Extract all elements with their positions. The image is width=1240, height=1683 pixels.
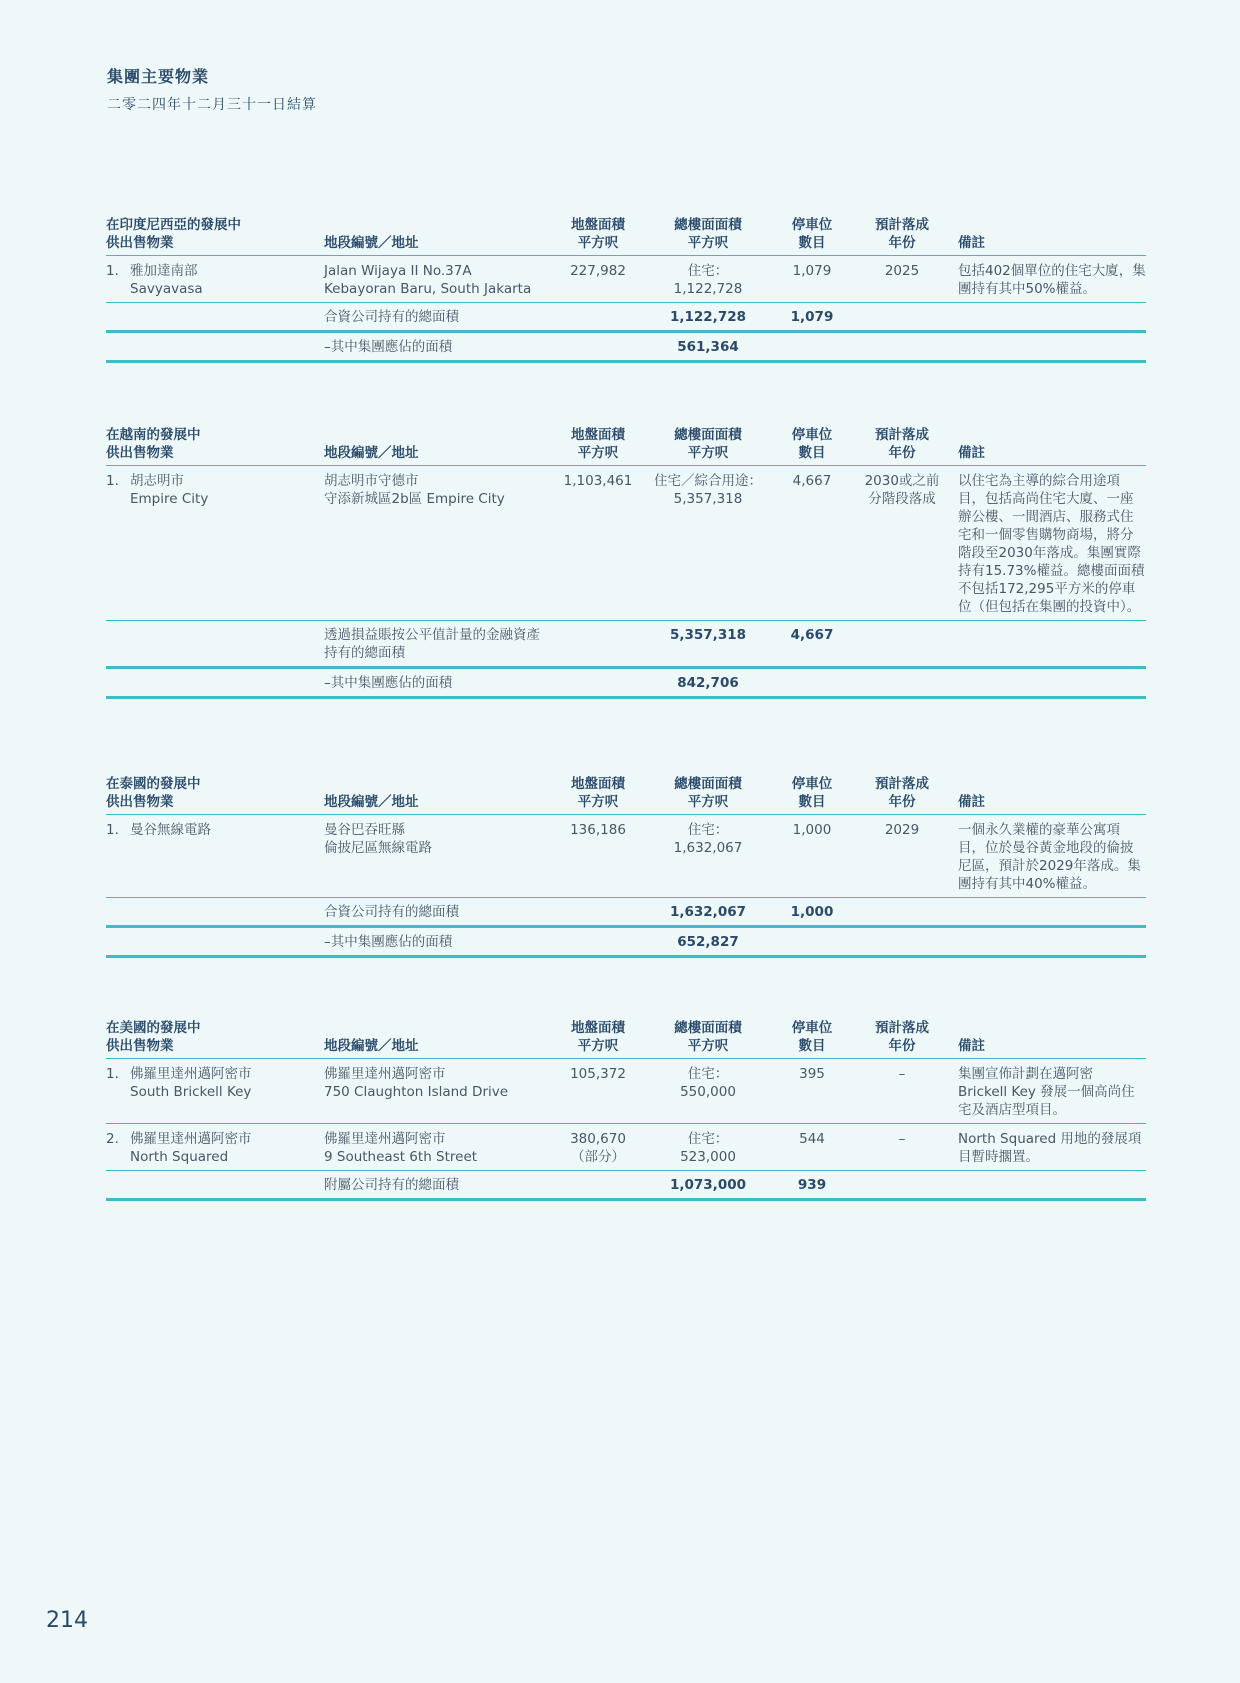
total-label: 合資公司持有的總面積 bbox=[324, 898, 558, 927]
completion-year: – bbox=[846, 1124, 958, 1171]
site-area: 1,103,461 bbox=[558, 466, 638, 621]
property-address: Jalan Wijaya II No.37A Kebayoran Baru, South Jakarta bbox=[324, 256, 558, 303]
completion-year: 2029 bbox=[846, 815, 958, 898]
table-row bbox=[106, 1059, 1146, 1124]
table-row bbox=[106, 1124, 1146, 1171]
gfa: 住宅： 523,000 bbox=[638, 1124, 778, 1171]
col-site-area: 地盤面積 平方呎 bbox=[558, 1019, 638, 1059]
site-area: 227,982 bbox=[558, 256, 638, 303]
gfa: 住宅： 1,632,067 bbox=[638, 815, 778, 898]
table-indonesia bbox=[106, 216, 1146, 363]
remarks: 一個永久業權的豪華公寓項目，位於曼谷黃金地段的倫披尼區，預計於2029年落成。集團持有其中40%權益。 bbox=[958, 815, 1146, 898]
parking: 544 bbox=[778, 1124, 846, 1171]
table-vietnam bbox=[106, 426, 1146, 699]
col-remarks: 備註 bbox=[958, 1019, 1146, 1059]
col-completion: 預計落成 年份 bbox=[846, 216, 958, 256]
col-site-area: 地盤面積 平方呎 bbox=[558, 775, 638, 815]
section-title: 在泰國的發展中 供出售物業 bbox=[106, 775, 324, 815]
total-gfa: 5,357,318 bbox=[638, 621, 778, 668]
site-area: 380,670 （部分） bbox=[558, 1124, 638, 1171]
total-label: 附屬公司持有的總面積 bbox=[324, 1171, 558, 1200]
section-title: 在美國的發展中 供出售物業 bbox=[106, 1019, 324, 1059]
attributable-row bbox=[106, 927, 1146, 957]
total-row bbox=[106, 303, 1146, 332]
table-row bbox=[106, 256, 1146, 303]
site-area: 105,372 bbox=[558, 1059, 638, 1124]
col-site-area: 地盤面積 平方呎 bbox=[558, 426, 638, 466]
col-parking: 停車位 數目 bbox=[778, 1019, 846, 1059]
total-label: 透過損益賬按公平值計量的金融資產 持有的總面積 bbox=[324, 621, 558, 668]
total-row bbox=[106, 898, 1146, 927]
table-thailand bbox=[106, 775, 1146, 958]
property-address: 佛羅里達州邁阿密市 9 Southeast 6th Street bbox=[324, 1124, 558, 1171]
property-address: 胡志明市守德市 守添新城區2b區 Empire City bbox=[324, 466, 558, 621]
section-title: 在印度尼西亞的發展中 供出售物業 bbox=[106, 216, 324, 256]
col-parking: 停車位 數目 bbox=[778, 216, 846, 256]
property-name: 1. 曼谷無線電路 bbox=[106, 815, 324, 898]
col-remarks: 備註 bbox=[958, 775, 1146, 815]
total-parking: 1,079 bbox=[778, 303, 846, 332]
completion-year: – bbox=[846, 1059, 958, 1124]
col-lot: 地段編號／地址 bbox=[324, 1019, 558, 1059]
completion-year: 2025 bbox=[846, 256, 958, 303]
attributable-gfa: 842,706 bbox=[638, 668, 778, 698]
remarks: North Squared 用地的發展項目暫時擱置。 bbox=[958, 1124, 1146, 1171]
attributable-label: –其中集團應佔的面積 bbox=[324, 927, 558, 957]
col-parking: 停車位 數目 bbox=[778, 775, 846, 815]
col-gfa: 總樓面面積 平方呎 bbox=[638, 216, 778, 256]
total-gfa: 1,122,728 bbox=[638, 303, 778, 332]
col-site-area: 地盤面積 平方呎 bbox=[558, 216, 638, 256]
total-parking: 1,000 bbox=[778, 898, 846, 927]
total-parking: 4,667 bbox=[778, 621, 846, 668]
table-usa bbox=[106, 1019, 1146, 1201]
gfa: 住宅： 550,000 bbox=[638, 1059, 778, 1124]
remarks: 集團宣佈計劃在邁阿密 Brickell Key 發展一個高尚住宅及酒店型項目。 bbox=[958, 1059, 1146, 1124]
col-parking: 停車位 數目 bbox=[778, 426, 846, 466]
section-title: 在越南的發展中 供出售物業 bbox=[106, 426, 324, 466]
parking: 4,667 bbox=[778, 466, 846, 621]
col-gfa: 總樓面面積 平方呎 bbox=[638, 1019, 778, 1059]
property-name: 1. 雅加達南部 Savyavasa bbox=[106, 256, 324, 303]
col-completion: 預計落成 年份 bbox=[846, 775, 958, 815]
remarks: 以住宅為主導的綜合用途項目，包括高尚住宅大廈、一座辦公樓、一間酒店、服務式住宅和一個零售購物商場，將分階段至2030年落成。集團實際持有15.73%權益。總樓面面積不包括172,295平方米的停車位（但包括在集團的投資中）。 bbox=[958, 466, 1146, 621]
gfa: 住宅： 1,122,728 bbox=[638, 256, 778, 303]
total-gfa: 1,632,067 bbox=[638, 898, 778, 927]
attributable-gfa: 652,827 bbox=[638, 927, 778, 957]
total-row bbox=[106, 1171, 1146, 1200]
col-gfa: 總樓面面積 平方呎 bbox=[638, 775, 778, 815]
attributable-label: –其中集團應佔的面積 bbox=[324, 668, 558, 698]
col-lot: 地段編號／地址 bbox=[324, 216, 558, 256]
total-label: 合資公司持有的總面積 bbox=[324, 303, 558, 332]
col-remarks: 備註 bbox=[958, 426, 1146, 466]
col-lot: 地段編號／地址 bbox=[324, 426, 558, 466]
site-area: 136,186 bbox=[558, 815, 638, 898]
table-row bbox=[106, 466, 1146, 621]
total-row bbox=[106, 621, 1146, 668]
property-name: 2. 佛羅里達州邁阿密市 North Squared bbox=[106, 1124, 324, 1171]
property-address: 曼谷巴吞旺縣 倫披尼區無線電路 bbox=[324, 815, 558, 898]
parking: 1,000 bbox=[778, 815, 846, 898]
attributable-row bbox=[106, 332, 1146, 362]
table-header bbox=[106, 775, 1146, 815]
col-gfa: 總樓面面積 平方呎 bbox=[638, 426, 778, 466]
page-subtitle: 二零二四年十二月三十一日結算 bbox=[107, 97, 317, 113]
table-header bbox=[106, 1019, 1146, 1059]
total-gfa: 1,073,000 bbox=[638, 1171, 778, 1200]
parking: 395 bbox=[778, 1059, 846, 1124]
table-row bbox=[106, 815, 1146, 898]
table-header bbox=[106, 216, 1146, 256]
parking: 1,079 bbox=[778, 256, 846, 303]
property-name: 1. 胡志明市 Empire City bbox=[106, 466, 324, 621]
total-parking: 939 bbox=[778, 1171, 846, 1200]
col-completion: 預計落成 年份 bbox=[846, 1019, 958, 1059]
table-header bbox=[106, 426, 1146, 466]
attributable-row bbox=[106, 668, 1146, 698]
col-remarks: 備註 bbox=[958, 216, 1146, 256]
page-title: 集團主要物業 bbox=[107, 67, 210, 86]
attributable-label: –其中集團應佔的面積 bbox=[324, 332, 558, 362]
property-address: 佛羅里達州邁阿密市 750 Claughton Island Drive bbox=[324, 1059, 558, 1124]
gfa: 住宅／綜合用途： 5,357,318 bbox=[638, 466, 778, 621]
col-completion: 預計落成 年份 bbox=[846, 426, 958, 466]
col-lot: 地段編號／地址 bbox=[324, 775, 558, 815]
page-number: 214 bbox=[46, 1608, 88, 1633]
completion-year: 2030或之前 分階段落成 bbox=[846, 466, 958, 621]
attributable-gfa: 561,364 bbox=[638, 332, 778, 362]
property-name: 1. 佛羅里達州邁阿密市 South Brickell Key bbox=[106, 1059, 324, 1124]
remarks: 包括402個單位的住宅大廈，集團持有其中50%權益。 bbox=[958, 256, 1146, 303]
